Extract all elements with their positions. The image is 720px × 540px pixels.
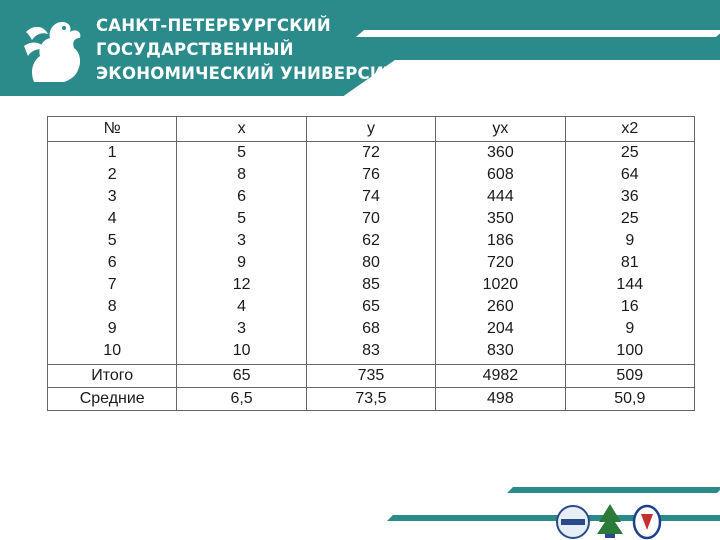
table-cell: 260 <box>487 298 514 315</box>
table-cell: 70 <box>362 210 380 227</box>
table-cell: 5 <box>107 232 117 249</box>
table-cell: 62 <box>362 232 380 249</box>
table-cell: 6 <box>237 188 247 205</box>
table-cell: 186 <box>487 232 514 249</box>
table-cell: 9 <box>107 320 117 337</box>
average-row <box>48 388 695 411</box>
total-cell: 65 <box>177 365 306 388</box>
table-cell: 81 <box>620 254 639 271</box>
table-cell: 25 <box>620 210 639 227</box>
table-cell: 608 <box>487 166 514 183</box>
university-title <box>96 14 418 86</box>
table-cell: 444 <box>487 188 514 205</box>
partner-seal-icon <box>557 506 589 538</box>
table-cell: 36 <box>620 188 639 205</box>
average-cell: Средние <box>48 388 177 411</box>
column-header: x2 <box>565 117 694 142</box>
total-cell: 4982 <box>436 365 565 388</box>
table-cell: 3 <box>237 320 247 337</box>
table-cell: 7 <box>107 276 117 293</box>
partner-logos <box>555 500 665 540</box>
average-cell: 73,5 <box>306 388 435 411</box>
title-line-1: САНКТ-ПЕТЕРБУРГСКИЙ <box>96 16 331 35</box>
table-cell: 350 <box>487 210 514 227</box>
table-cell: 64 <box>620 166 639 183</box>
column-cells <box>306 142 435 365</box>
table-cell: 8 <box>107 298 117 315</box>
column-cells <box>48 142 177 365</box>
table-cell: 720 <box>487 254 514 271</box>
table-cell: 360 <box>487 144 514 161</box>
table-cell: 6 <box>107 254 117 271</box>
table-cell: 85 <box>362 276 380 293</box>
title-line-2: ГОСУДАРСТВЕННЫЙ <box>96 40 294 59</box>
table-cell: 10 <box>103 342 122 359</box>
table-cell: 9 <box>625 232 635 249</box>
table-cell: 9 <box>625 320 635 337</box>
column-cells <box>436 142 565 365</box>
table-cell: 1 <box>107 144 117 161</box>
table-cell: 3 <box>237 232 247 249</box>
header-banner <box>0 0 720 96</box>
partner-tree-icon <box>597 504 623 538</box>
table-cell: 74 <box>362 188 380 205</box>
table-cell: 5 <box>237 144 247 161</box>
column-cells <box>177 142 306 365</box>
footer-stripe <box>507 487 720 493</box>
title-line-3: ЭКОНОМИЧЕСКИЙ УНИВЕРСИТЕТ <box>96 64 419 83</box>
column-header: y <box>306 117 435 142</box>
footer-stripe <box>387 515 720 521</box>
table-cell: 204 <box>487 320 514 337</box>
table-cell: 9 <box>237 254 247 271</box>
table-cell: 3 <box>107 188 117 205</box>
table-body-block <box>48 142 695 365</box>
column-header: yx <box>436 117 565 142</box>
table-cell: 76 <box>362 166 380 183</box>
table-cell: 2 <box>107 166 117 183</box>
table-cell: 65 <box>362 298 380 315</box>
table-cell: 830 <box>487 342 514 359</box>
column-header: № <box>48 117 177 142</box>
table-cell: 1020 <box>482 276 519 293</box>
data-table <box>47 116 695 411</box>
table-cell: 25 <box>620 144 639 161</box>
average-cell: 50,9 <box>565 388 694 411</box>
table-cell: 5 <box>237 210 247 227</box>
average-cell: 498 <box>436 388 565 411</box>
table-cell: 80 <box>362 254 380 271</box>
table-cell: 4 <box>237 298 247 315</box>
partner-emblem-icon <box>634 506 660 538</box>
table-cell: 4 <box>107 210 117 227</box>
griffin-logo-icon <box>20 12 90 86</box>
table-cell: 83 <box>362 342 380 359</box>
table-cell: 100 <box>616 342 644 359</box>
table-cell: 8 <box>237 166 247 183</box>
table-cell: 72 <box>362 144 380 161</box>
total-cell: Итого <box>48 365 177 388</box>
column-header: x <box>177 117 306 142</box>
average-cell: 6,5 <box>177 388 306 411</box>
table-cell: 16 <box>620 298 639 315</box>
table-cell: 144 <box>616 276 644 293</box>
total-row <box>48 365 695 388</box>
column-cells <box>565 142 694 365</box>
total-cell: 735 <box>306 365 435 388</box>
table-header-row <box>48 117 695 142</box>
table-cell: 12 <box>232 276 251 293</box>
total-cell: 509 <box>565 365 694 388</box>
table-cell: 10 <box>232 342 251 359</box>
table-cell: 68 <box>362 320 380 337</box>
